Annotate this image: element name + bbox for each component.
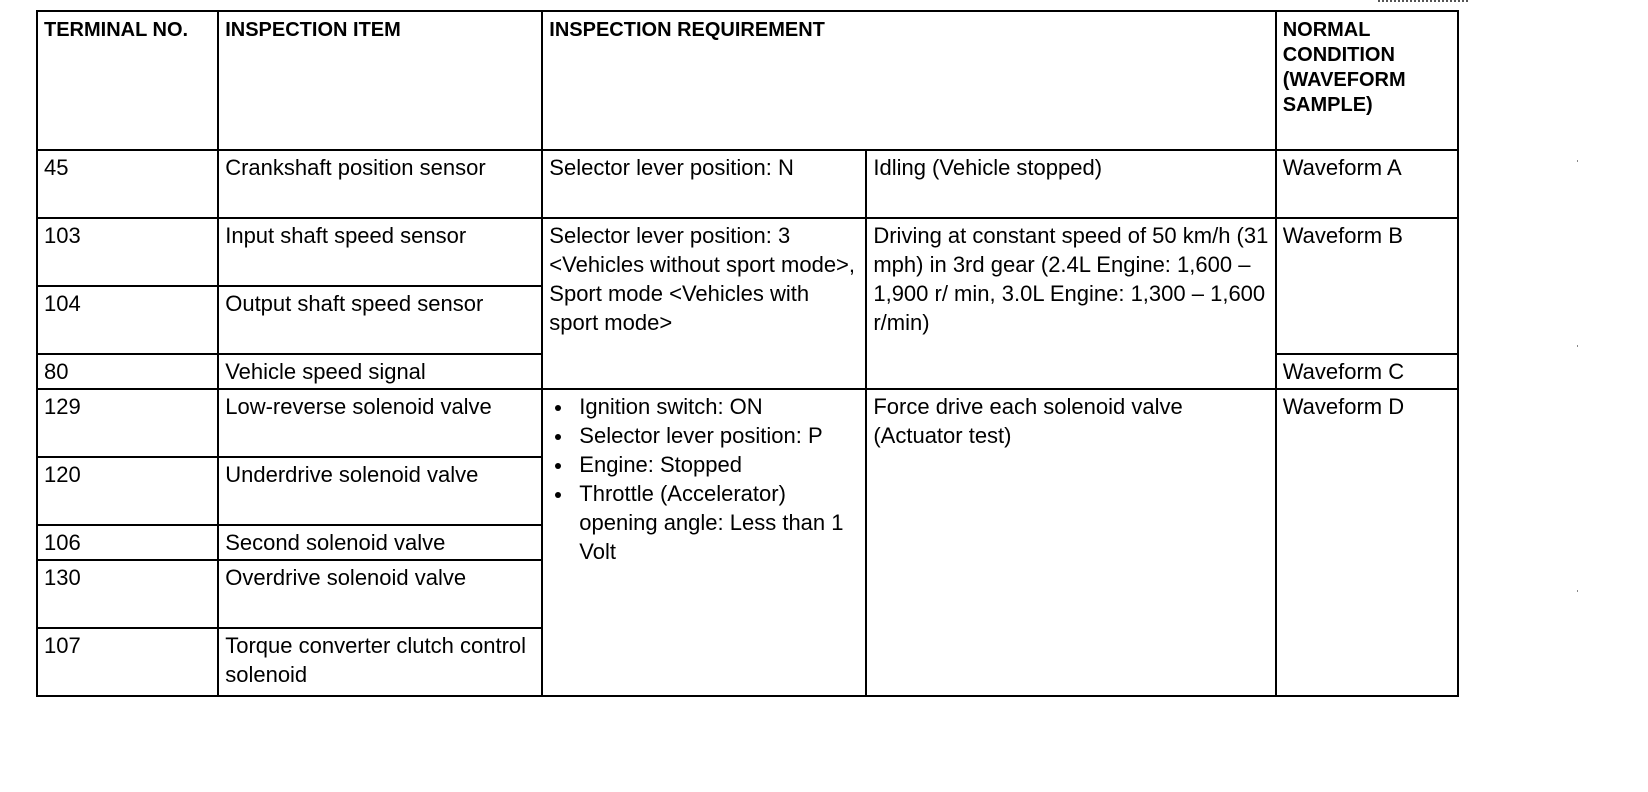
terminal-cell: 106	[37, 525, 218, 560]
requirement-bullet: Engine: Stopped	[549, 450, 860, 479]
requirement-bullet: Selector lever position: P	[549, 421, 860, 450]
inspection-table	[36, 10, 1459, 697]
item-cell: Output shaft speed sensor	[218, 286, 542, 354]
requirement-cell: Selector lever position: N	[542, 150, 866, 218]
header-inspection-requirement: INSPECTION REQUIREMENT	[542, 11, 1275, 150]
terminal-cell: 120	[37, 457, 218, 525]
requirement-cell	[542, 389, 866, 696]
item-cell: Second solenoid valve	[218, 525, 542, 560]
header-normal-condition: NORMAL CONDITION (WAVEFORM SAMPLE)	[1276, 11, 1458, 150]
waveform-cell: Waveform D	[1276, 389, 1458, 696]
item-cell: Underdrive solenoid valve	[218, 457, 542, 525]
requirement-condition-cell: Idling (Vehicle stopped)	[866, 150, 1275, 218]
waveform-cell: Waveform B	[1276, 218, 1458, 354]
header-terminal-no: TERMINAL NO.	[37, 11, 218, 150]
header-inspection-item: INSPECTION ITEM	[218, 11, 542, 150]
requirement-bullet-list	[549, 392, 860, 566]
waveform-cell: Waveform A	[1276, 150, 1458, 218]
table-row	[37, 150, 1458, 218]
item-cell: Overdrive solenoid valve	[218, 560, 542, 628]
requirement-cell: Selector lever position: 3 <Vehicles without sport mode>, Sport mode <Vehicles with sport mode>	[542, 218, 866, 389]
requirement-condition-cell: Force drive each solenoid valve (Actuator test)	[866, 389, 1275, 696]
terminal-cell: 130	[37, 560, 218, 628]
edge-dot	[1577, 590, 1578, 592]
item-cell: Crankshaft position sensor	[218, 150, 542, 218]
terminal-cell: 104	[37, 286, 218, 354]
table-row	[37, 389, 1458, 457]
terminal-cell: 80	[37, 354, 218, 389]
terminal-cell: 129	[37, 389, 218, 457]
terminal-cell: 103	[37, 218, 218, 286]
page-corner-mark	[1378, 0, 1468, 6]
edge-dot	[1577, 160, 1578, 162]
item-cell: Input shaft speed sensor	[218, 218, 542, 286]
requirement-bullet: Ignition switch: ON	[549, 392, 860, 421]
table-row	[37, 218, 1458, 286]
requirement-condition-cell: Driving at constant speed of 50 km/h (31 mph) in 3rd gear (2.4L Engine: 1,600 – 1,900 r/ min, 3.0L Engine: 1,300 – 1,600 r/min)	[866, 218, 1275, 389]
edge-dot	[1577, 345, 1578, 347]
header-row	[37, 11, 1458, 150]
item-cell: Vehicle speed signal	[218, 354, 542, 389]
waveform-cell: Waveform C	[1276, 354, 1458, 389]
item-cell: Low-reverse solenoid valve	[218, 389, 542, 457]
terminal-cell: 45	[37, 150, 218, 218]
item-cell: Torque converter clutch control solenoid	[218, 628, 542, 696]
terminal-cell: 107	[37, 628, 218, 696]
requirement-bullet: Throttle (Accelerator) opening angle: Less than 1 Volt	[549, 479, 860, 566]
